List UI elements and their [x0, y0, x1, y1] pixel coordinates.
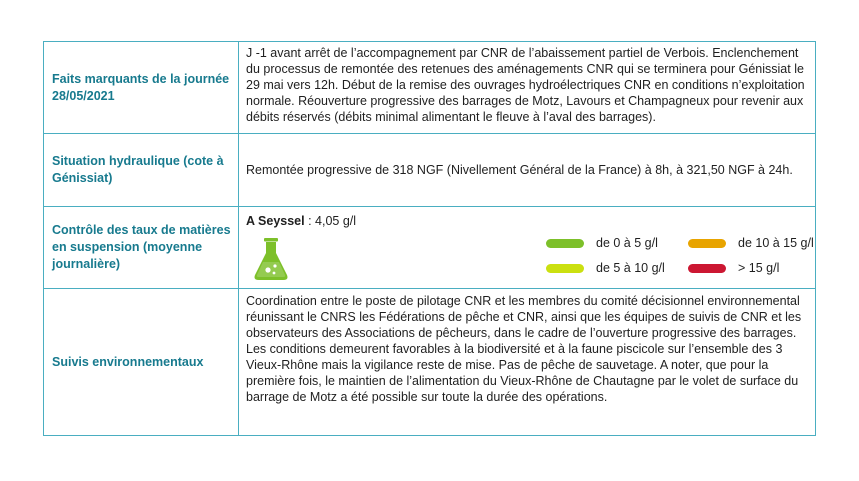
row-label: Faits marquants de la journée 28/05/2021: [44, 42, 239, 134]
legend-swatch: [546, 264, 584, 273]
row-matieres-suspension: [44, 207, 816, 289]
row-content: [239, 207, 816, 289]
row-content: [239, 42, 816, 134]
legend-swatch: [688, 264, 726, 273]
flask-icon: [252, 237, 290, 281]
row-suivis-environnementaux: [44, 289, 816, 436]
legend-item-over-15: [688, 260, 779, 276]
legend-item-5-10: [546, 260, 665, 276]
legend-item-10-15: [688, 235, 814, 251]
suivis-paragraph-2: Les conditions demeurent favorables à la biodiversité et à la faune piscicole sur l’ensemble des 3 Vieux-Rhône mais la vigilance reste de mise. Pas de pêche de sauvetage. A noter, que pour la première fois, le maintien de l’alimentation du Vieux-Rhône de Chautagne par le volet de surface du barrage de Motz a été possible sur toute la durée des opérations.: [246, 342, 799, 404]
row-label: Contrôle des taux de matières en suspension (moyenne journalière): [44, 207, 239, 289]
site-value: : 4,05 g/l: [304, 214, 357, 228]
legend-item-0-5: [546, 235, 658, 251]
legend-label: de 0 à 5 g/l: [596, 236, 658, 250]
row-label: Situation hydraulique (cote à Génissiat): [44, 134, 239, 207]
legend-label: > 15 g/l: [738, 261, 780, 275]
row-faits-marquants: [44, 42, 816, 134]
row-content: [239, 289, 816, 436]
row-situation-hydraulique: [44, 134, 816, 207]
suivis-paragraph-1: Coordination entre le poste de pilotage CNR et les membres du comité décisionnel environnemental réunissant le CNRS les Fédérations de pêche et CNR, ainsi que les équipes de suivis de CNR et les observateurs des Associations de pêcheurs, dans le cadre de l’ouverture progressive des barrages.: [246, 294, 802, 340]
situation-hydraulique-text: Remontée progressive de 318 NGF (Nivellement Général de la France) à 8h, à 321,50 NGF à 24h.: [246, 163, 793, 177]
legend-swatch: [546, 239, 584, 248]
faits-marquants-text: J -1 avant arrêt de l’accompagnement par CNR de l’abaissement partiel de Verbois. Enclenchement du processus de remontée des retenues des aménagements CNR qui se terminera pour Génissiat le 29 mai vers 12h. Début de la remise des ouvrages hydroélectriques CNR en conditions n’exploitation normale. Réouverture progressive des barrages de Motz, Lavours et Champagneux pour revenir aux débits réservés (débits minimal alimentant le fleuve à l’aval des barrages).: [246, 46, 805, 124]
legend-swatch: [688, 239, 726, 248]
report-table: [43, 41, 816, 436]
concentration-legend: [546, 235, 836, 279]
mes-panel: [246, 207, 814, 288]
legend-label: de 5 à 10 g/l: [596, 261, 665, 275]
site-name: A Seyssel: [246, 214, 305, 228]
row-content: [239, 134, 816, 207]
site-measurement: [246, 213, 356, 229]
legend-label: de 10 à 15 g/l: [738, 236, 814, 250]
row-label: Suivis environnementaux: [44, 289, 239, 436]
